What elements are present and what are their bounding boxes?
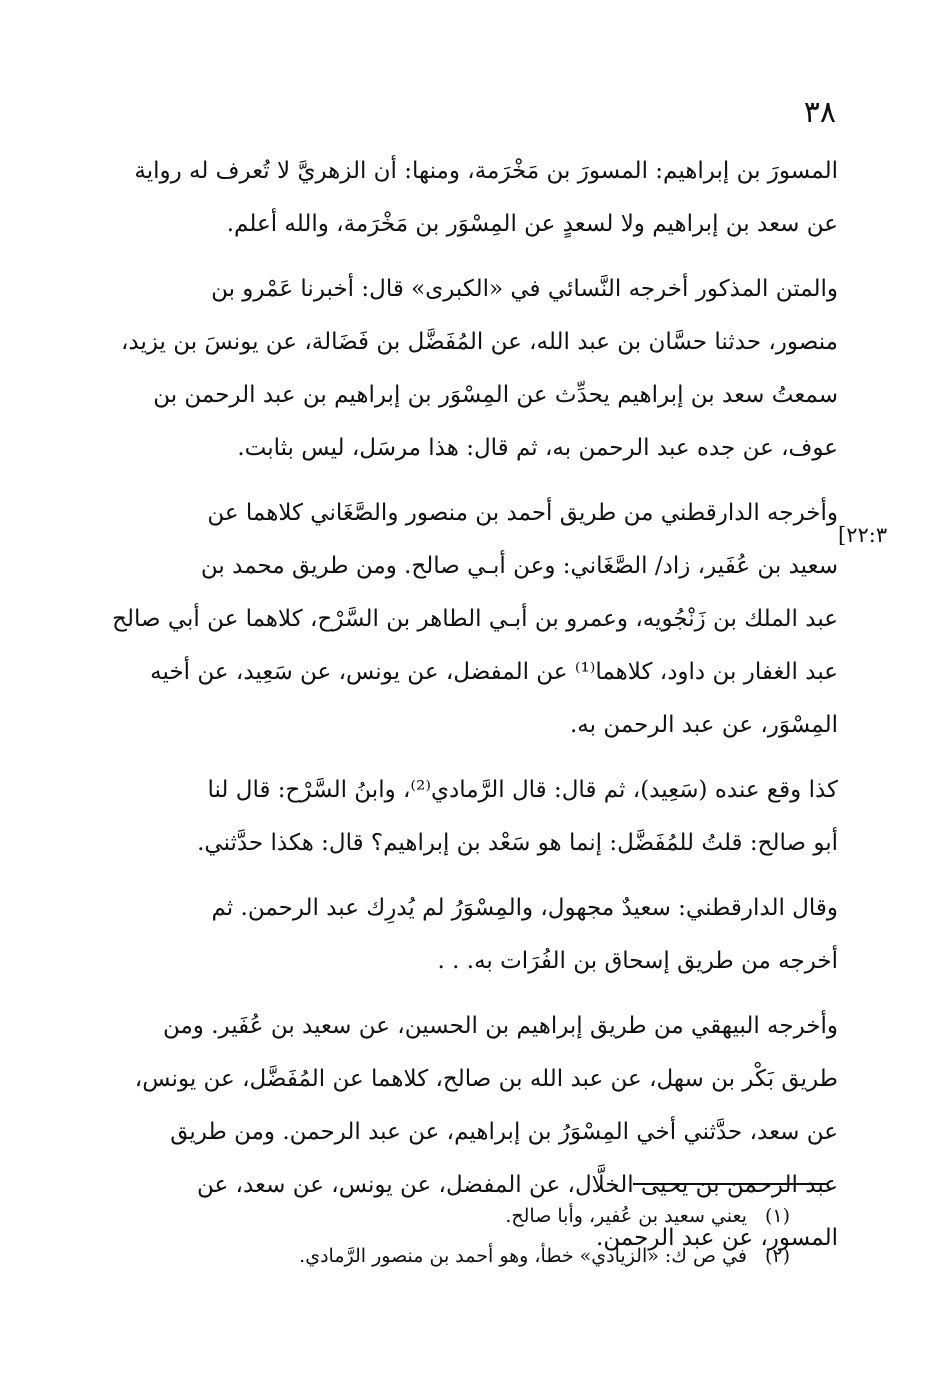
footnote-text: يعني سعيد بن عُفير، وأبا صالح. (505, 1205, 747, 1227)
text-line: وأخرجه البيهقي من طريق إبراهيم بن الحسين، عن سعيد بن عُفَير. ومن (162, 1013, 838, 1039)
margin-reference: [٢٢:٣ (838, 523, 888, 547)
text-line: عبد الرحمن بن يحيى الخلَّال، عن المفضل، عن يونس، عن سعد، عن (197, 1172, 838, 1198)
text-line: المِسْوَر، عن عبد الرحمن به. (570, 712, 838, 738)
paragraph-2 (102, 263, 838, 475)
text-line: سعيد بن عُفَير، زاد/ الصَّغَاني: وعن أبـي صالح. ومن طريق محمد بن (200, 553, 838, 579)
paragraph-1 (102, 145, 838, 251)
text-line: المسور، عن عبد الرحمن. (596, 1225, 838, 1251)
footnote-number: (١) (764, 1205, 790, 1227)
text-line: عبد الملك بن زَنْجُويه، وعمرو بن أبـي الطاهر بن السَّرْح، كلاهما عن أبي صالح (112, 606, 838, 632)
text-line: عن سعد، حدَّثني أخي المِسْوَرُ بن إبراهيم، عن عبد الرحمن. ومن طريق (170, 1119, 838, 1145)
text-line: المسورَ بن إبراهيم: المسورَ بن مَخْرَمة، ومنها: أن الزهريَّ لا تُعرف له رواية (134, 158, 838, 184)
text-line: منصور، حدثنا حسَّان بن عبد الله، عن المُفَضَّل بن فَضَالة، عن يونسَ بن يزيد، (120, 329, 838, 355)
footnote-1 (200, 1196, 790, 1236)
footnote-number: (٢) (764, 1245, 790, 1267)
text-line: طريق بَكْر بن سهل، عن عبد الله بن صالح، كلاهما عن المُفَضَّل، عن يونس، (134, 1066, 838, 1092)
text-line: وقال الدارقطني: سعيدٌ مجهول، والمِسْوَرُ لم يُدرِك عبد الرحمن. ثم (211, 895, 838, 921)
text-line: سمعتُ سعد بن إبراهيم يحدِّث عن المِسْوَر بن إبراهيم بن عبد الرحمن بن (153, 382, 838, 408)
footnotes (200, 1196, 790, 1276)
page-number: ٣٨ (803, 95, 836, 130)
main-text (102, 145, 838, 1277)
text-line: وأخرجه الدارقطني من طريق أحمد بن منصور والصَّغَاني كلاهما عن (207, 500, 838, 526)
text-line: والمتن المذكور أخرجه النَّسائي في «الكبرى» قال: أخبرنا عَمْرو بن (211, 276, 838, 302)
text-line: عوف، عن جده عبد الرحمن به، ثم قال: هذا مرسَل، ليس بثابت. (237, 435, 838, 461)
text-line: كذا وقع عنده (سَعِيد)، ثم قال: قال الرَّمادي⁽²⁾، وابنُ السَّرْح: قال لنا (207, 777, 838, 803)
text-line: عبد الغفار بن داود، كلاهما⁽¹⁾ عن المفضل، عن يونس، عن سَعِيد، عن أخيه (150, 659, 838, 685)
paragraph-4 (102, 764, 838, 870)
footnote-text: في ص ك: «الزيادي» خطأ، وهو أحمد بن منصور الرَّمادي. (299, 1245, 747, 1267)
text-line: عن سعد بن إبراهيم ولا لسعدٍ عن المِسْوَر بن مَخْرَمة، والله أعلم. (226, 211, 838, 237)
text-line: أخرجه من طريق إسحاق بن الفُرَات به. . . (437, 948, 838, 974)
paragraph-3 (102, 487, 838, 752)
footnote-separator (633, 1183, 828, 1185)
paragraph-5 (102, 882, 838, 988)
text-line: أبو صالح: قلتُ للمُفَضَّل: إنما هو سَعْد بن إبراهيم؟ قال: هكذا حدَّثني. (197, 830, 838, 856)
footnote-2 (200, 1236, 790, 1276)
